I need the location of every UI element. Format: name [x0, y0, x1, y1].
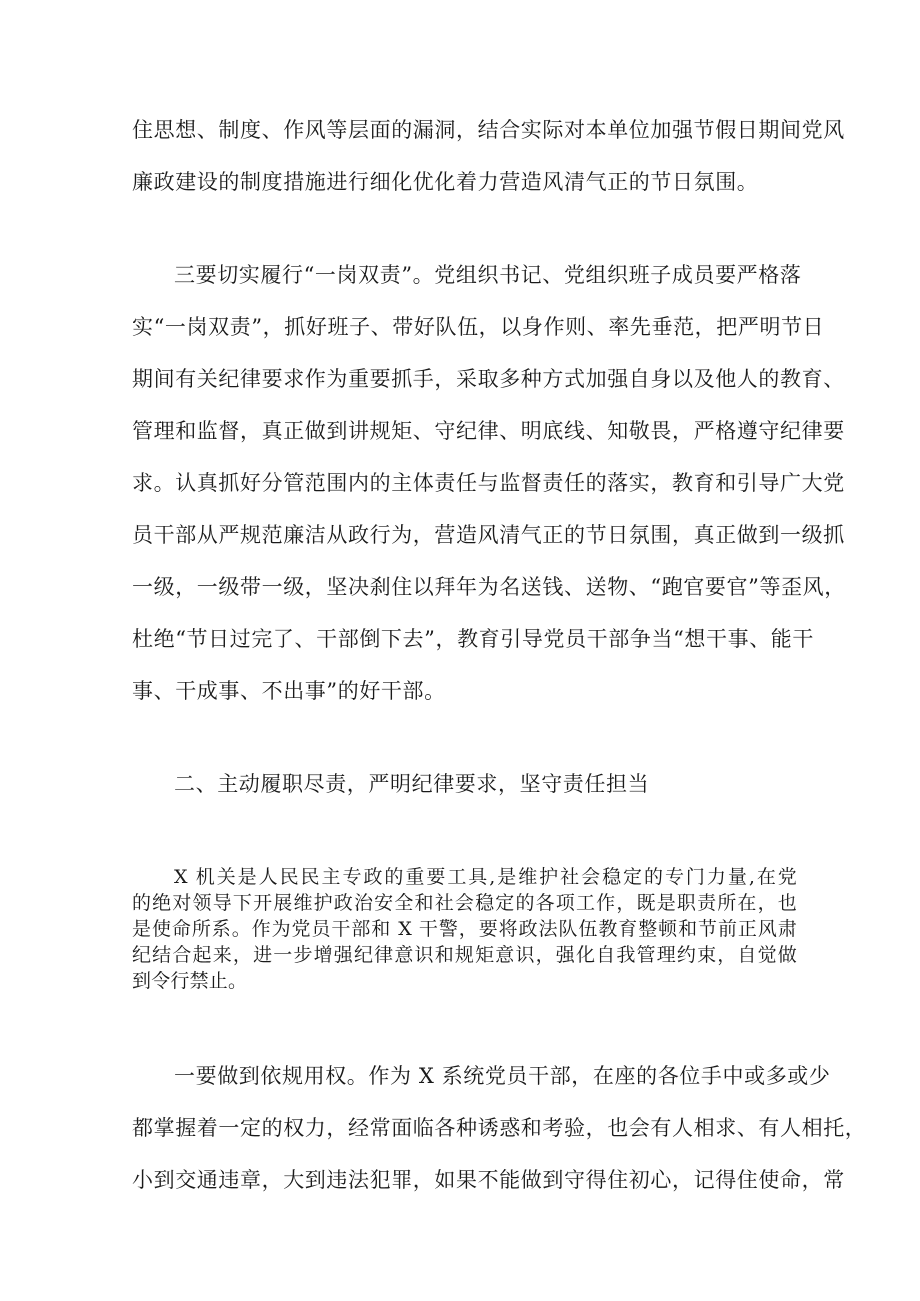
text-line: 一级，一级带一级，坚决刹住以拜年为名送钱、送物、“跑官要官”等歪风， — [132, 575, 846, 599]
text-line: 到令行禁止。 — [132, 970, 248, 992]
text-line: 住思想、制度、作风等层面的漏洞，结合实际对本单位加强节假日期间党风 — [132, 118, 845, 142]
text-line: X 机关是人民民主专政的重要工具,是维护社会稳定的专门力量,在党 — [174, 866, 797, 888]
section-heading: 二、主动履职尽责，严明纪律要求，坚守责任担当 — [174, 772, 650, 796]
text-line: 管理和监督，真正做到讲规矩、守纪律、明底线、知敬畏，严格遵守纪律要 — [132, 419, 845, 443]
text-line: 三要切实履行“一岗双责”。党组织书记、党组织班子成员要严格落 — [174, 263, 802, 287]
text-line: 的绝对领导下开展维护政治安全和社会稳定的各项工作，既是职责所在，也 — [132, 892, 797, 914]
text-line: 是使命所系。作为党员干部和 X 干警，要将政法队伍教育整顿和节前正风肃 — [132, 918, 797, 940]
text-line: 廉政建设的制度措施进行细化优化着力营造风清气正的节日氛围。 — [132, 170, 759, 194]
text-line: 员干部从严规范廉洁从政行为，营造风清气正的节日氛围，真正做到一级抓 — [132, 523, 845, 547]
text-line: 事、干成事、不出事”的好干部。 — [132, 679, 446, 703]
text-line: 杜绝“节日过完了、干部倒下去”，教育引导党员干部争当“想干事、能干 — [132, 627, 815, 651]
text-line: 都掌握着一定的权力，经常面临各种诱惑和考验，也会有人相求、有人相托， — [132, 1116, 867, 1140]
text-line: 期间有关纪律要求作为重要抓手，采取多种方式加强自身以及他人的教育、 — [132, 367, 845, 391]
text-line: 求。认真抓好分管范围内的主体责任与监督责任的落实，教育和引导广大党 — [132, 471, 845, 495]
text-line: 实“一岗双责”，抓好班子、带好队伍，以身作则、率先垂范，把严明节日 — [132, 315, 825, 339]
text-line: 小到交通违章，大到违法犯罪，如果不能做到守得住初心，记得住使命，常 — [132, 1168, 845, 1192]
text-line: 一要做到依规用权。作为 X 系统党员干部，在座的各位手中或多或少 — [174, 1064, 831, 1088]
text-line: 纪结合起来，进一步增强纪律意识和规矩意识，强化自我管理约束，自觉做 — [132, 944, 797, 966]
